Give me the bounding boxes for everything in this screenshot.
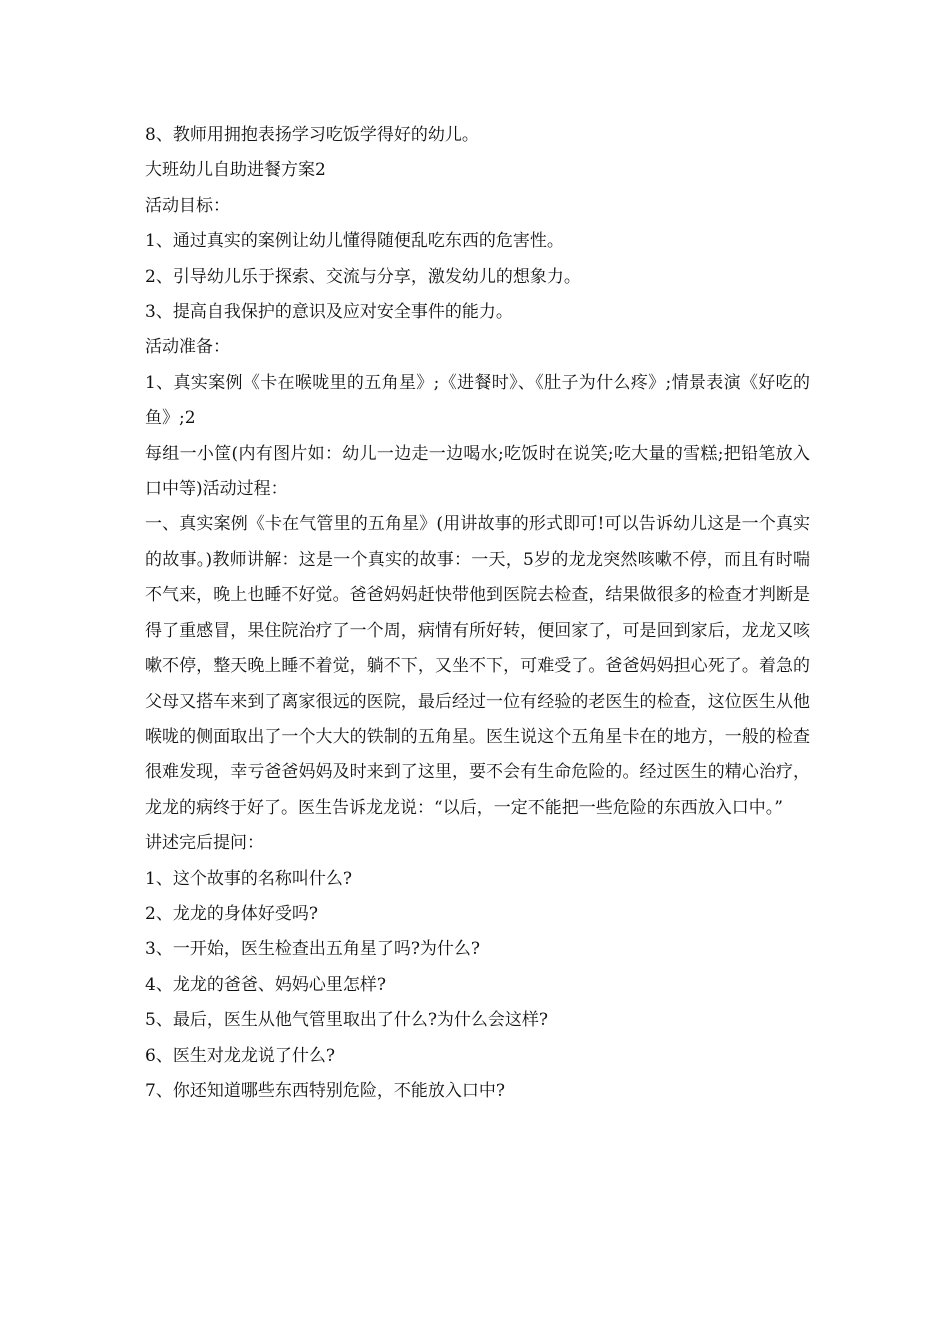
- question-item-4: 4、龙龙的爸爸、妈妈心里怎样?: [145, 974, 386, 995]
- goals-heading: 活动目标：: [145, 195, 230, 216]
- question-item-1: 1、这个故事的名称叫什么?: [145, 868, 352, 889]
- question-item-7: 7、你还知道哪些东西特别危险，不能放入口中?: [145, 1080, 505, 1101]
- basket-paragraph: 每组一小筐(内有图片如：幼儿一边走一边喝水;吃饭时在说笑;吃大量的雪糕;把铅笔放入口中等)活动过程：: [145, 443, 810, 500]
- question-item-6: 6、医生对龙龙说了什么?: [145, 1045, 335, 1066]
- goal-item-1: 1、通过真实的案例让幼儿懂得随便乱吃东西的危害性。: [145, 231, 564, 252]
- section-title: 大班幼儿自助进餐方案2: [145, 160, 326, 181]
- goal-item-3: 3、提高自我保护的意识及应对安全事件的能力。: [145, 302, 513, 323]
- question-item-5: 5、最后，医生从他气管里取出了什么?为什么会这样?: [145, 1010, 549, 1031]
- story-paragraph: 一、真实案例《卡在气管里的五角星》(用讲故事的形式即可!可以告诉幼儿这是一个真实的故事。)教师讲解：这是一个真实的故事：一天，5岁的龙龙突然咳嗽不停，而且有时喘不气来，晚上也睡不好觉。爸爸妈妈赶快带他到医院去检查，结果做很多的检查才判断是得了重感冒，果住院治疗了一个周，病情有所好转，便回家了，可是回到家后，龙龙又咳嗽不停，整天晚上睡不着觉，躺不下，又坐不下，可难受了。爸爸妈妈担心死了。着急的父母又搭车来到了离家很远的医院，最后经过一位有经验的老医生的检查，这位医生从他喉咙的侧面取出了一个大大的铁制的五角星。医生说这个五角星卡在的地方，一般的检查很难发现，幸亏爸爸妈妈及时来到了这里，要不会有生命危险的。经过医生的精心治疗，龙龙的病终于好了。医生告诉龙龙说：“以后，一定不能把一些危险的东西放入口中。”: [145, 514, 810, 818]
- text-line-teacher-hug: 8、教师用拥抱表扬学习吃饭学得好的幼儿。: [145, 125, 479, 145]
- prep-item-1: 1、真实案例《卡在喉咙里的五角星》;《进餐时》、《肚子为什么疼》;情景表演《好吃的鱼》;2: [145, 372, 810, 429]
- prep-heading: 活动准备：: [145, 337, 230, 358]
- document-page: [145, 118, 810, 1109]
- questions-heading: 讲述完后提问：: [145, 833, 264, 854]
- question-item-2: 2、龙龙的身体好受吗?: [145, 903, 318, 924]
- goal-item-2: 2、引导幼儿乐于探索、交流与分享，激发幼儿的想象力。: [145, 266, 581, 287]
- question-item-3: 3、一开始，医生检查出五角星了吗?为什么?: [145, 939, 481, 960]
